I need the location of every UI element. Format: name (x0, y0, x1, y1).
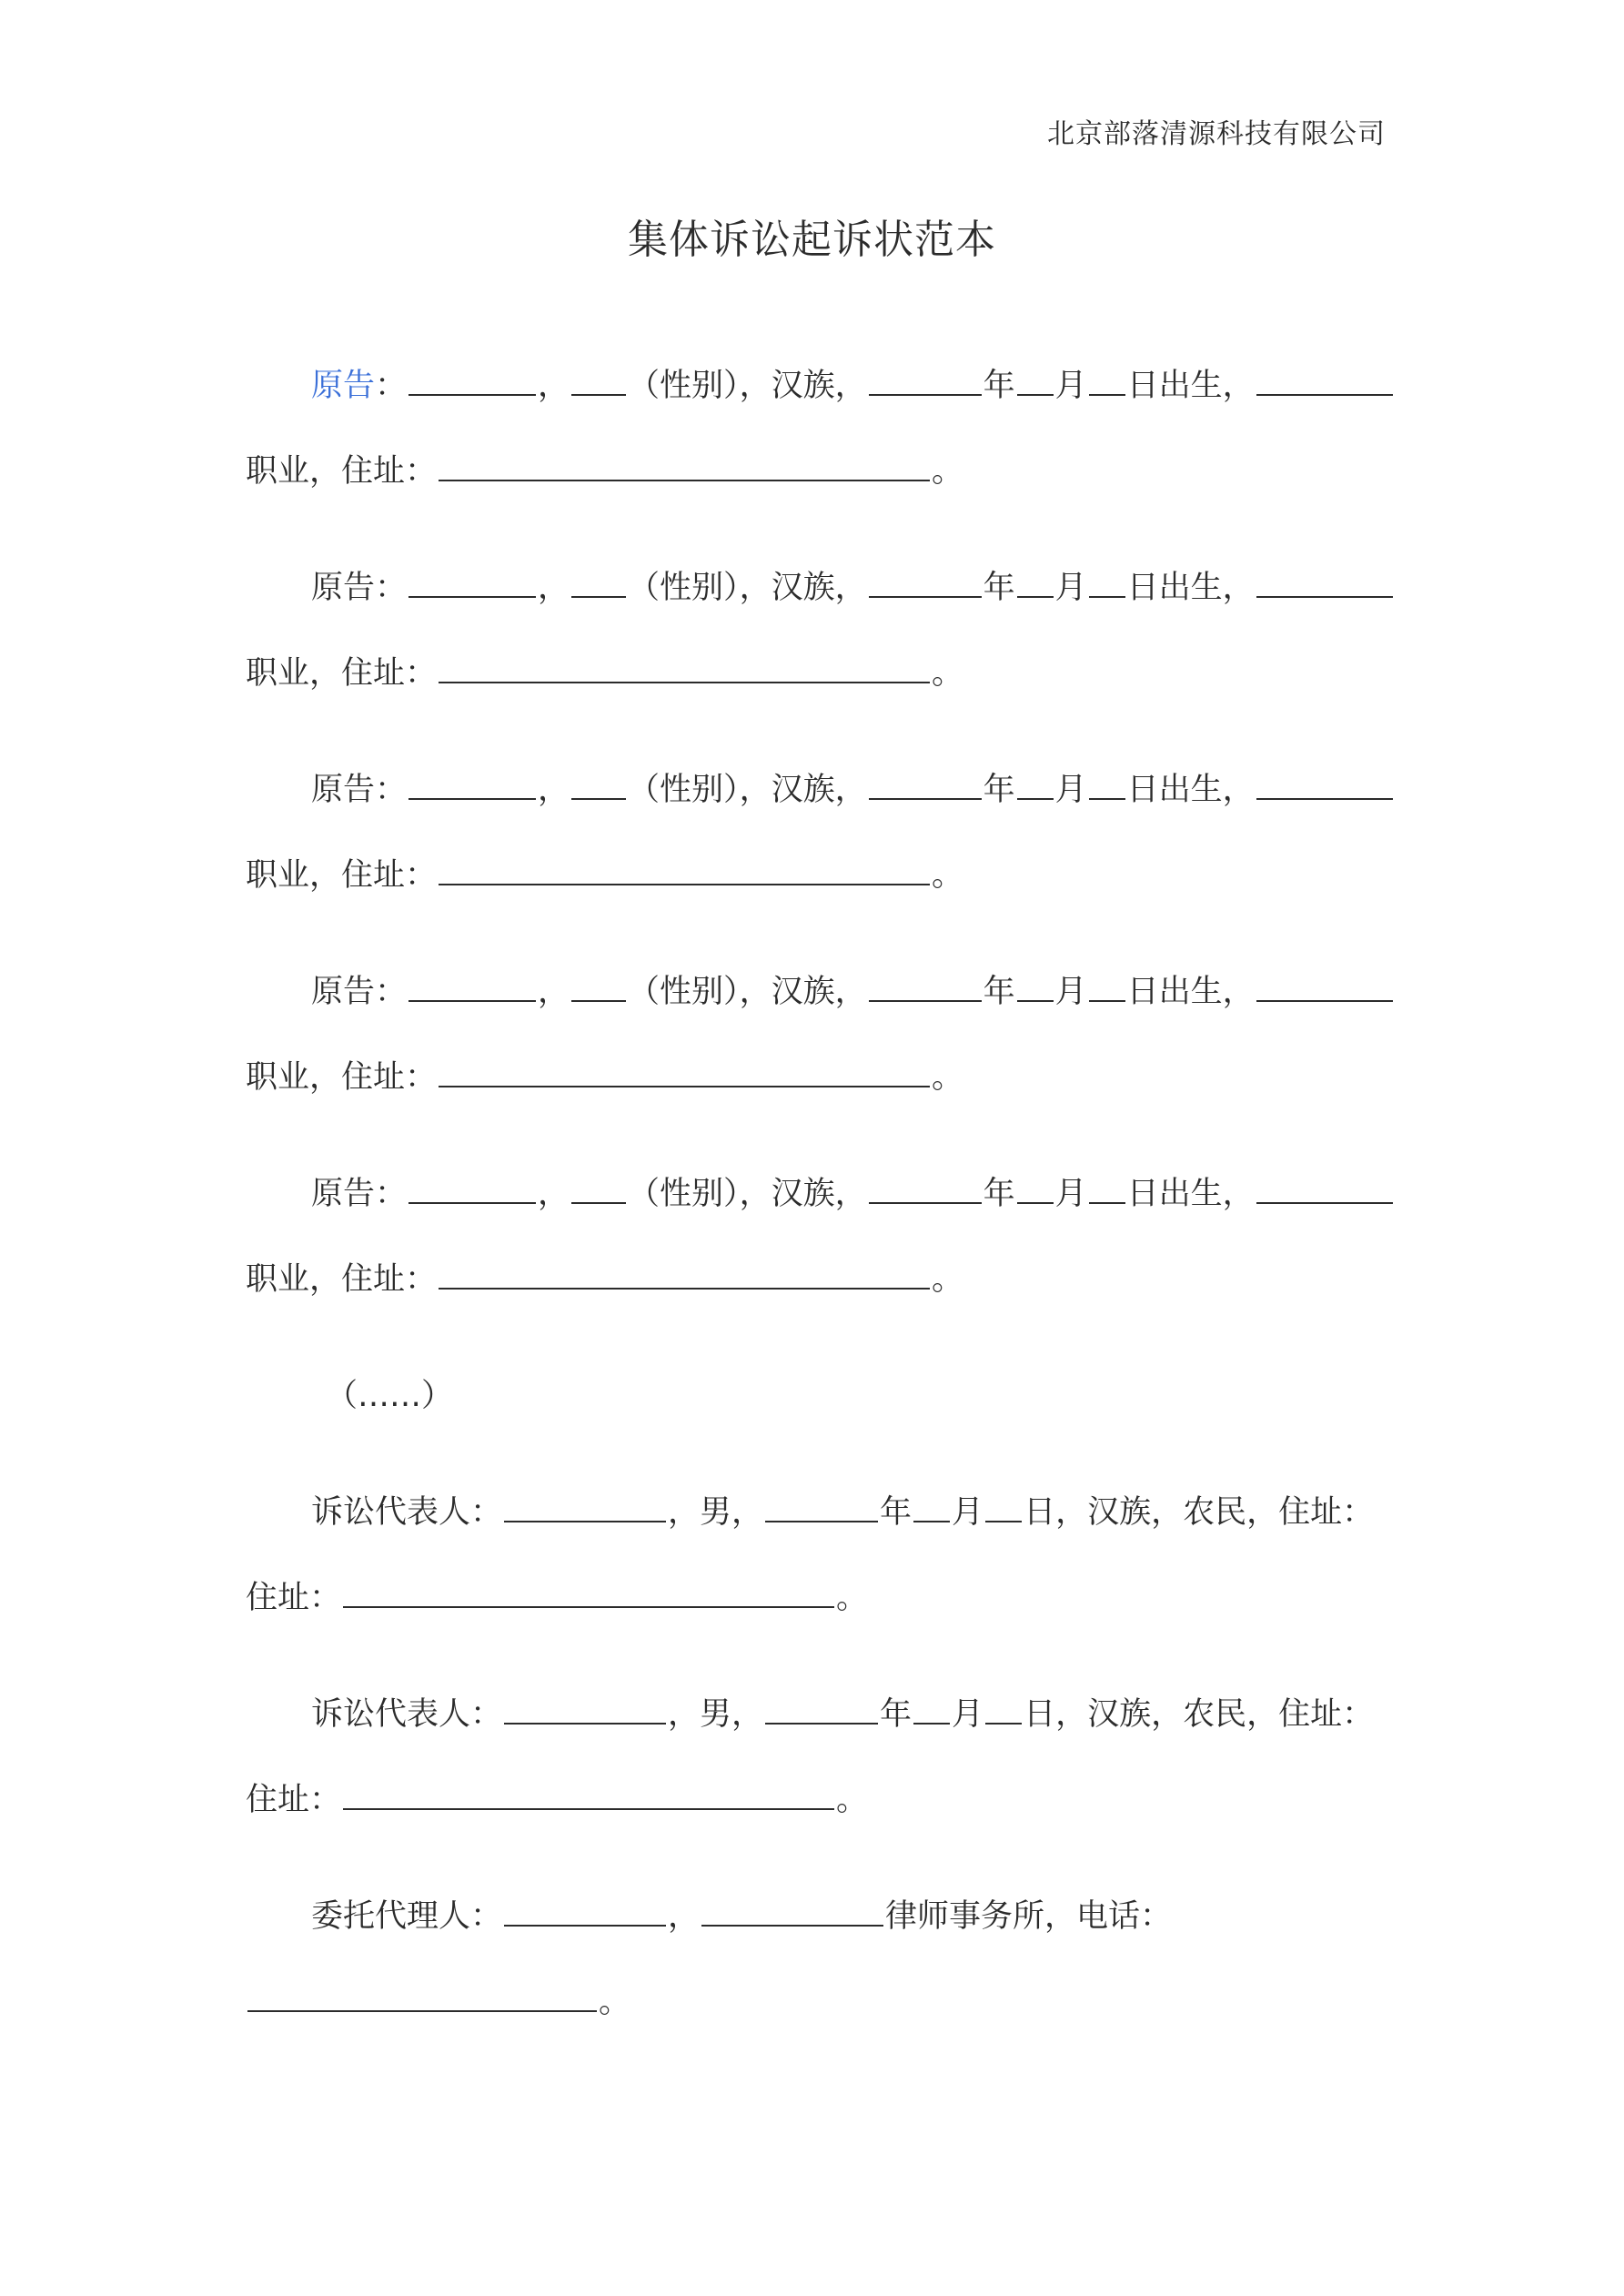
agent-phone-line: 。 (246, 1982, 630, 2022)
address-blank (343, 1579, 834, 1608)
occupation-blank (1256, 1175, 1393, 1204)
day-blank (985, 1493, 1022, 1522)
name-blank (409, 973, 536, 1002)
year-blank (869, 771, 982, 800)
day-blank (1089, 771, 1125, 800)
month-blank (1017, 973, 1054, 1002)
plaintiff-line: 原告： ， （性别），汉族， 年 月 日出生， (311, 366, 1395, 406)
address-blank (439, 856, 930, 885)
plaintiff-line: 原告： ， （性别），汉族， 年 月 日出生， (311, 972, 1395, 1012)
name-blank (409, 771, 536, 800)
plaintiff-address-line: 职业，住址： 。 (246, 453, 964, 490)
gender-blank (571, 1175, 626, 1204)
month-blank (913, 1493, 950, 1522)
name-blank (409, 367, 536, 396)
representative-line: 诉讼代表人： ，男， 年 月 日，汉族，农民，住址： (311, 1696, 1375, 1733)
firm-blank (701, 1897, 883, 1927)
occupation-blank (1256, 973, 1393, 1002)
month-blank (1017, 367, 1054, 396)
address-blank (439, 452, 930, 481)
name-blank (504, 1695, 666, 1725)
month-blank (913, 1695, 950, 1725)
agent-name-blank (504, 1897, 666, 1927)
gender-blank (571, 973, 626, 1002)
agent-line: 委托代理人： ， 律师事务所，电话： (311, 1898, 1173, 1935)
ellipsis-line: （……） (326, 1378, 454, 1414)
day-blank (1089, 367, 1125, 396)
occupation-blank (1256, 771, 1393, 800)
day-blank (985, 1695, 1022, 1725)
occupation-blank (1256, 569, 1393, 598)
day-blank (1089, 1175, 1125, 1204)
gender-blank (571, 569, 626, 598)
year-blank (765, 1493, 878, 1522)
address-blank (439, 1260, 930, 1290)
month-blank (1017, 1175, 1054, 1204)
address-blank (439, 1058, 930, 1087)
year-blank (869, 569, 982, 598)
plaintiff-label-link[interactable]: 原告 (311, 368, 376, 404)
plaintiff-label: 原告 (311, 974, 376, 1010)
representative-address-line: 住址： 。 (246, 1580, 869, 1616)
plaintiff-line: 原告： ， （性别），汉族， 年 月 日出生， (311, 770, 1395, 810)
plaintiff-address-line: 职业，住址： 。 (246, 857, 964, 894)
company-name: 北京部落清源科技有限公司 (1047, 118, 1386, 150)
day-blank (1089, 973, 1125, 1002)
name-blank (409, 1175, 536, 1204)
representative-line: 诉讼代表人： ，男， 年 月 日，汉族，农民，住址： (311, 1494, 1375, 1531)
plaintiff-line: 原告： ， （性别），汉族， 年 月 日出生， (311, 1174, 1395, 1214)
year-blank (869, 973, 982, 1002)
plaintiff-address-line: 职业，住址： 。 (246, 655, 964, 692)
year-blank (765, 1695, 878, 1725)
plaintiff-label: 原告 (311, 1176, 376, 1212)
occupation-blank (1256, 367, 1393, 396)
plaintiff-label: 原告 (311, 772, 376, 808)
plaintiff-address-line: 职业，住址： 。 (246, 1261, 964, 1298)
month-blank (1017, 569, 1054, 598)
year-blank (869, 367, 982, 396)
address-blank (439, 654, 930, 683)
day-blank (1089, 569, 1125, 598)
address-blank (343, 1781, 834, 1810)
name-blank (409, 569, 536, 598)
year-blank (869, 1175, 982, 1204)
plaintiff-label: 原告 (311, 570, 376, 606)
page-title: 集体诉讼起诉状范本 (628, 217, 996, 263)
plaintiff-line: 原告： ， （性别），汉族， 年 月 日出生， (311, 568, 1395, 608)
phone-blank (247, 1983, 597, 2012)
month-blank (1017, 771, 1054, 800)
gender-blank (571, 771, 626, 800)
plaintiff-address-line: 职业，住址： 。 (246, 1059, 964, 1096)
name-blank (504, 1493, 666, 1522)
representative-address-line: 住址： 。 (246, 1782, 869, 1818)
gender-blank (571, 367, 626, 396)
